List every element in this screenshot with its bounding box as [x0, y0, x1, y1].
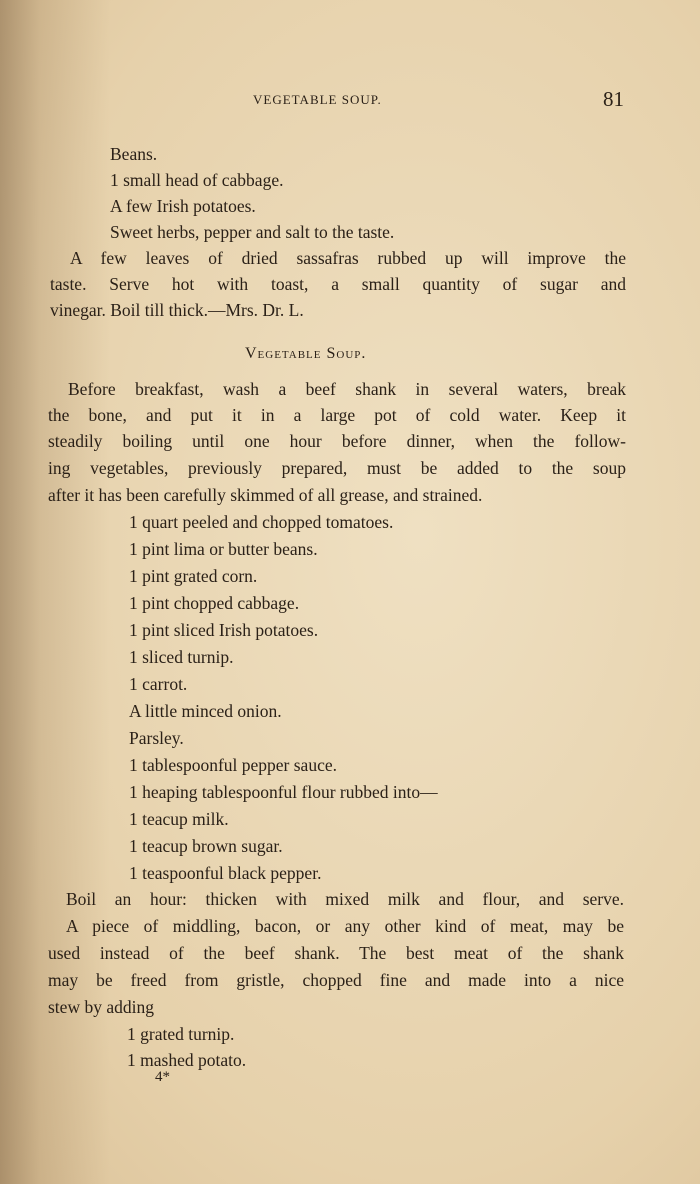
top-list-item: A few Irish potatoes. [110, 196, 256, 216]
paragraph-line: ing vegetables, previously prepared, must be added to the soup [48, 458, 626, 478]
ingredient-item: Parsley. [129, 728, 184, 748]
top-list-item: Sweet herbs, pepper and salt to the taste. [110, 222, 395, 242]
ingredient-item: 1 quart peeled and chopped tomatoes. [129, 512, 394, 532]
ingredient-item: 1 pint chopped cabbage. [129, 593, 300, 613]
signature-mark: 4* [155, 1069, 170, 1085]
ingredient-item: A little minced onion. [129, 701, 282, 721]
ingredient-item: 1 sliced turnip. [129, 647, 234, 667]
paragraph-line: used instead of the beef shank. The best meat of the shank [48, 943, 624, 963]
ingredient-item: 1 teaspoonful black pepper. [129, 863, 322, 883]
final-list-item: 1 mashed potato. [127, 1050, 247, 1070]
paragraph-line: taste. Serve hot with toast, a small quantity of sugar and [50, 274, 626, 294]
paragraph-line: A piece of middling, bacon, or any other kind of meat, may be [66, 916, 624, 936]
ingredient-item: 1 heaping tablespoonful flour rubbed into— [129, 782, 438, 802]
ingredient-item: 1 teacup brown sugar. [129, 836, 283, 856]
paragraph-line: the bone, and put it in a large pot of cold water. Keep it [48, 405, 626, 425]
top-list-item: Beans. [110, 144, 158, 164]
paragraph-line: may be freed from gristle, chopped fine and made into a nice [48, 970, 624, 990]
paragraph-line: vinegar. Boil till thick.—Mrs. Dr. L. [50, 300, 304, 320]
ingredient-item: 1 teacup milk. [129, 809, 229, 829]
ingredient-item: 1 pint lima or butter beans. [129, 539, 318, 559]
ingredient-item: 1 carrot. [129, 674, 188, 694]
page-number: 81 [603, 87, 624, 111]
paragraph-line: after it has been carefully skimmed of all grease, and strained. [48, 485, 483, 505]
paragraph-line: steadily boiling until one hour before dinner, when the follow- [48, 431, 626, 451]
paragraph-line: A few leaves of dried sassafras rubbed up will improve the [70, 248, 626, 268]
instruction-line: Boil an hour: thicken with mixed milk and flour, and serve. [66, 889, 624, 909]
paragraph-line: Before breakfast, wash a beef shank in several waters, break [68, 379, 626, 399]
section-heading: Vegetable Soup. [245, 345, 367, 362]
ingredient-item: 1 pint grated corn. [129, 566, 258, 586]
final-list-item: 1 grated turnip. [127, 1024, 235, 1044]
paragraph-line: stew by adding [48, 997, 154, 1017]
running-head: VEGETABLE SOUP. [253, 92, 382, 107]
top-list-item: 1 small head of cabbage. [110, 170, 284, 190]
ingredient-item: 1 pint sliced Irish potatoes. [129, 620, 319, 640]
ingredient-item: 1 tablespoonful pepper sauce. [129, 755, 337, 775]
